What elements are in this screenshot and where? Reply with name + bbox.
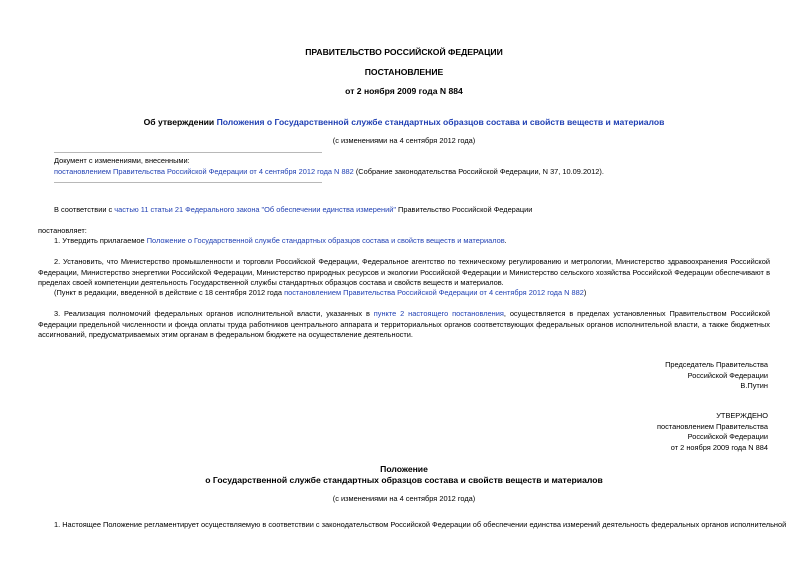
item-3-link[interactable]: пункте 2 настоящего постановления — [373, 309, 504, 318]
item-3 — [38, 309, 770, 341]
divider-top — [54, 152, 322, 153]
item-1-suffix: . — [504, 236, 507, 245]
regulation-subtitle: о Государственной службе стандартных образцов состава и свойств веществ и материалов — [205, 475, 603, 485]
amendments-line — [54, 167, 770, 178]
date-number-heading: от 2 ноября 2009 года N 884 — [345, 86, 463, 96]
divider-bottom — [54, 182, 322, 183]
title-prefix: Об утверждении — [143, 117, 217, 127]
title-regulation-link[interactable]: Положения о Государственной службе стандартных образцов состава и свойств веществ и материалов — [216, 117, 665, 127]
approved-line-3: Российской Федерации — [687, 432, 768, 442]
preamble — [54, 205, 770, 216]
approved-line-1: УТВЕРЖДЕНО — [716, 411, 768, 420]
item-2-note — [54, 288, 770, 299]
doc-type-heading: ПОСТАНОВЛЕНИЕ — [364, 67, 444, 77]
changes-note: (с изменениями на 4 сентября 2012 года) — [332, 136, 476, 145]
item-2: 2. Установить, что Министерство промышленности и торговли Российской Федерации, Федеральное агентство по техническому регулированию и метрологии, Министерство здравоохранения Российской Федерации, Министерство энергетики Российской Федерации, Министерство природных ресурсов и экологии Российской Федерации и Министерство сельского хозяйства Российской Федерации обеспечивают в пределах своей компетенции деятельность Государственной службы стандартных образцов состава и свойств веществ и материалов. — [38, 257, 770, 288]
regulation-title: Положение — [380, 464, 428, 474]
law-link[interactable]: частью 11 статьи 21 Федерального закона "Об обеспечении единства измерений" — [114, 205, 396, 214]
item-2-note-suffix: ) — [583, 288, 587, 297]
item-2-note-link[interactable]: постановлением Правительства Российской Федерации от 4 сентября 2012 года N 882 — [284, 288, 584, 297]
decrees-word: постановляет: — [38, 226, 87, 235]
amendments-link[interactable]: постановлением Правительства Российской Федерации от 4 сентября 2012 года N 882 — [54, 167, 354, 176]
item-3-suffix: , осуществляется в пределах установленных Правительством Российской Федерации предельной численности и фонда оплаты труда работников центрального аппарата и территориальных органов соответствующих федеральных органов исполнительной власти, а также бюджетных ассигнований, предусматриваемых этим органам в федеральном бюджете на осуществление деятельности. — [38, 309, 771, 340]
approved-block — [657, 411, 768, 454]
amendments-source: (Собрание законодательства Российской Федерации, N 37, 10.09.2012). — [353, 167, 604, 176]
signature-line-2: Российской Федерации — [687, 370, 768, 380]
regulation-changes-note: (с изменениями на 4 сентября 2012 года) — [332, 494, 476, 503]
preamble-suffix: Правительство Российской Федерации — [395, 205, 533, 214]
signature-line-1: Председатель Правительства — [665, 360, 768, 369]
item-1-prefix: 1. Утвердить прилагаемое — [54, 236, 147, 245]
signature-name: В.Путин — [740, 381, 768, 391]
approved-line-2: постановлением Правительства — [657, 421, 768, 431]
document-title — [38, 116, 770, 128]
regulation-paragraph-1: 1. Настоящее Положение регламентирует осуществляемую в соответствии с законодательством Российской Федерации об обеспечении единства измерений деятельность федеральных органов исполнительной — [54, 520, 787, 529]
item-1 — [54, 236, 770, 247]
approved-line-4: от 2 ноября 2009 года N 884 — [670, 443, 768, 453]
signature-block — [665, 360, 768, 392]
item-2-note-prefix: (Пункт в редакции, введенной в действие с 18 сентября 2012 года — [54, 288, 285, 297]
item-3-prefix: 3. Реализация полномочий федеральных органов исполнительной власти, указанных в — [54, 309, 374, 318]
government-heading: ПРАВИТЕЛЬСТВО РОССИЙСКОЙ ФЕДЕРАЦИИ — [305, 47, 503, 57]
amendments-label: Документ с изменениями, внесенными: — [54, 156, 190, 165]
item-1-link[interactable]: Положение о Государственной службе стандартных образцов состава и свойств веществ и материалов — [146, 236, 505, 245]
preamble-prefix: В соответствии с — [54, 205, 115, 214]
